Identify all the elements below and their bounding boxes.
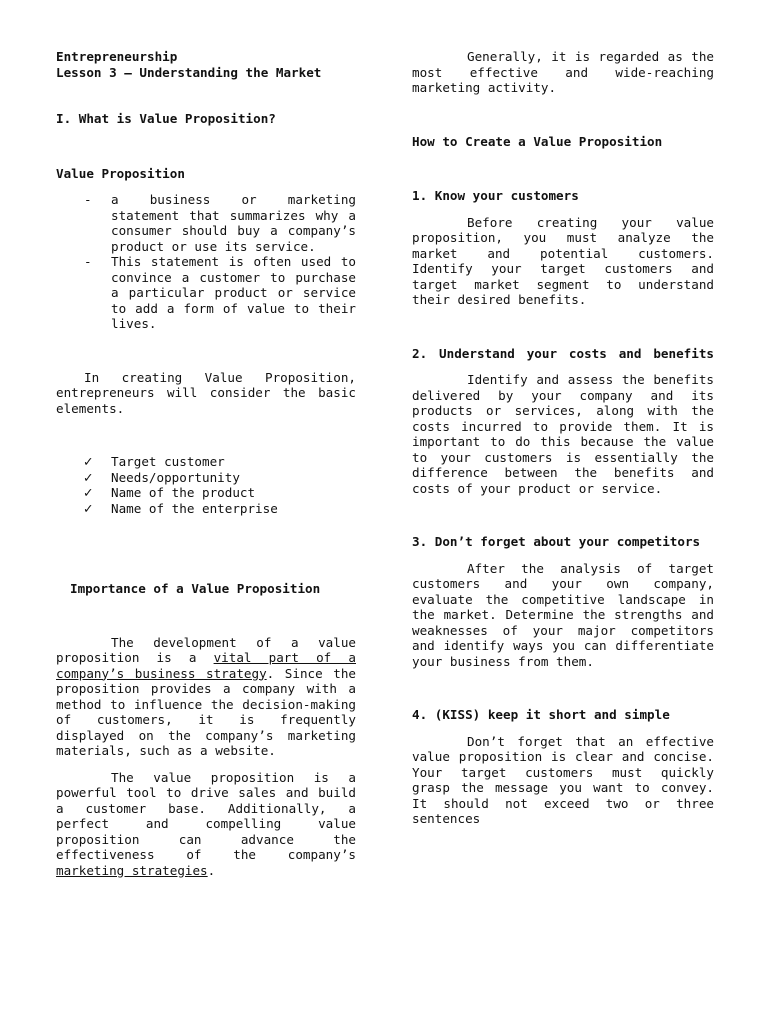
checkmark-icon: ✓: [83, 469, 94, 485]
importance-paragraph-2: The value proposition is a powerful tool to drive sales and build a customer base. Additionally, a perfect and compelling value proposition can advance the effectiveness of the company’s marketing strategies.: [56, 769, 356, 878]
list-item: - a business or marketing statement that summarizes why a consumer should buy a company’s product or use its service.: [84, 192, 356, 254]
list-item: ✓ Name of the enterprise: [83, 500, 278, 516]
checkmark-icon: ✓: [83, 485, 94, 500]
list-item: ✓ Needs/opportunity: [83, 469, 240, 485]
importance-heading: Importance of a Value Proposition: [70, 581, 321, 596]
step-4-title: 4. (KISS) keep it short and simple: [412, 707, 670, 722]
elements-list: [56, 454, 356, 516]
elements-intro: In creating Value Proposition, entrepreneurs will consider the basic elements.: [56, 369, 356, 416]
list-item: ✓ Target customer: [83, 454, 225, 469]
generally-paragraph: Generally, it is regarded as the most effective and wide-reaching marketing activity.: [412, 49, 714, 95]
left-column: [56, 49, 356, 878]
dash-marker: -: [84, 192, 92, 207]
how-to-heading: How to Create a Value Proposition: [412, 133, 663, 149]
course-title: Entrepreneurship: [56, 49, 178, 64]
subheading-value-proposition: Value Proposition: [56, 165, 185, 181]
right-column: [412, 49, 714, 827]
checkmark-icon: ✓: [83, 454, 94, 469]
dash-marker: -: [84, 254, 92, 269]
checkmark-icon: ✓: [83, 500, 94, 516]
marketing-strategies-link[interactable]: marketing strategies: [56, 862, 208, 878]
importance-paragraph-1: The development of a value proposition is a vital part of a company’s business strategy. Since the proposition provides a company with a method to influence the decision-making of customers, it is frequently displayed on the company’s marketing materials, such as a website.: [56, 634, 356, 758]
list-item: - This statement is often used to convince a customer to purchase a particular product or service to add a form of value to their lives.: [84, 254, 356, 331]
step-2-title-line: 2. Understand your costs and benefits: [412, 345, 714, 361]
section-heading: I. What is Value Proposition?: [56, 111, 276, 126]
lesson-title: Lesson 3 – Understanding the Market: [56, 64, 322, 80]
definition-list: [56, 192, 356, 332]
step-1-title: 1. Know your customers: [412, 188, 579, 203]
step-1-body: Before creating your value proposition, you must analyze the market and potential customers. Identify your target customers and target market segment to understand their desired benefits.: [412, 214, 714, 307]
step-3-body: After the analysis of target customers and your own company, evaluate the competitive landscape in the market. Determine the strengths and weaknesses of your major competitors and identify ways you can differentiate your business from them.: [412, 560, 714, 669]
list-item: ✓ Name of the product: [83, 485, 256, 500]
step-2-body: Identify and assess the benefits delivered by your company and its products or services, along with the costs incurred to provide them. It is important to do this because the value to your customers is essentially the difference between the benefits and costs of your product or service.: [412, 372, 714, 496]
business-strategy-link[interactable]: vital part of a company’s business strategy: [56, 650, 356, 681]
step-3-title: 3. Don’t forget about your competitors: [412, 534, 701, 549]
step-4-body: Don’t forget that an effective value proposition is clear and concise. Your target customers must quickly grasp the message you want to convey. It should not exceed two or three sentences: [412, 733, 714, 826]
